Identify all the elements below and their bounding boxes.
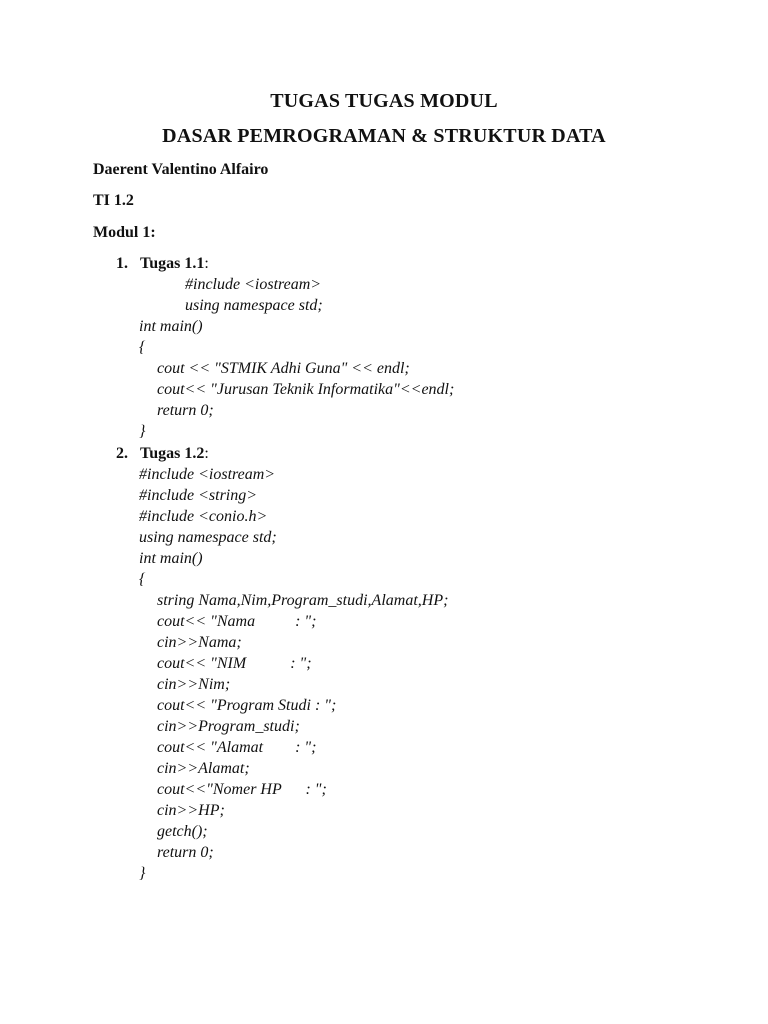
task-number: 2. — [116, 445, 128, 462]
code-line: return 0; — [157, 402, 214, 419]
module-heading: Modul 1: — [93, 224, 156, 241]
task-title: Tugas 1.1 — [140, 255, 205, 272]
code-line: cin>>Program_studi; — [157, 718, 300, 735]
code-line: int main() — [139, 318, 203, 335]
class-label: TI 1.2 — [93, 192, 134, 209]
code-line: cout<< "Nama : "; — [157, 613, 317, 630]
task-title: Tugas 1.2 — [140, 445, 205, 462]
code-line: #include <iostream> — [139, 466, 276, 483]
code-line: { — [139, 339, 146, 356]
code-line: } — [139, 423, 146, 440]
code-line: { — [139, 571, 146, 588]
document-title-line-2: DASAR PEMROGRAMAN & STRUKTUR DATA — [162, 125, 606, 147]
code-line: cout<<"Nomer HP : "; — [157, 781, 327, 798]
code-line: cout<< "Jurusan Teknik Informatika"<<endl; — [157, 381, 455, 398]
code-line: cout<< "NIM : "; — [157, 655, 312, 672]
code-line: } — [139, 865, 146, 882]
task-colon: : — [204, 445, 209, 462]
code-line: int main() — [139, 550, 203, 567]
document-title-line-1: TUGAS TUGAS MODUL — [270, 90, 498, 112]
task-colon: : — [204, 255, 209, 272]
code-line: cin>>Nim; — [157, 676, 231, 693]
code-line: return 0; — [157, 844, 214, 861]
code-line: cout<< "Alamat : "; — [157, 739, 317, 756]
code-line: getch(); — [157, 823, 208, 840]
code-line: #include <string> — [139, 487, 258, 504]
code-line: #include <iostream> — [185, 276, 322, 293]
task-number: 1. — [116, 255, 128, 272]
code-line: #include <conio.h> — [139, 508, 268, 525]
author-name: Daerent Valentino Alfairo — [93, 161, 269, 178]
code-line: cin>>Alamat; — [157, 760, 250, 777]
code-line: cin>>HP; — [157, 802, 225, 819]
code-line: string Nama,Nim,Program_studi,Alamat,HP; — [157, 592, 449, 609]
code-line: using namespace std; — [139, 529, 277, 546]
code-line: cin>>Nama; — [157, 634, 242, 651]
code-line: using namespace std; — [185, 297, 323, 314]
code-line: cout<< "Program Studi : "; — [157, 697, 337, 714]
code-line: cout << "STMIK Adhi Guna" << endl; — [157, 360, 410, 377]
